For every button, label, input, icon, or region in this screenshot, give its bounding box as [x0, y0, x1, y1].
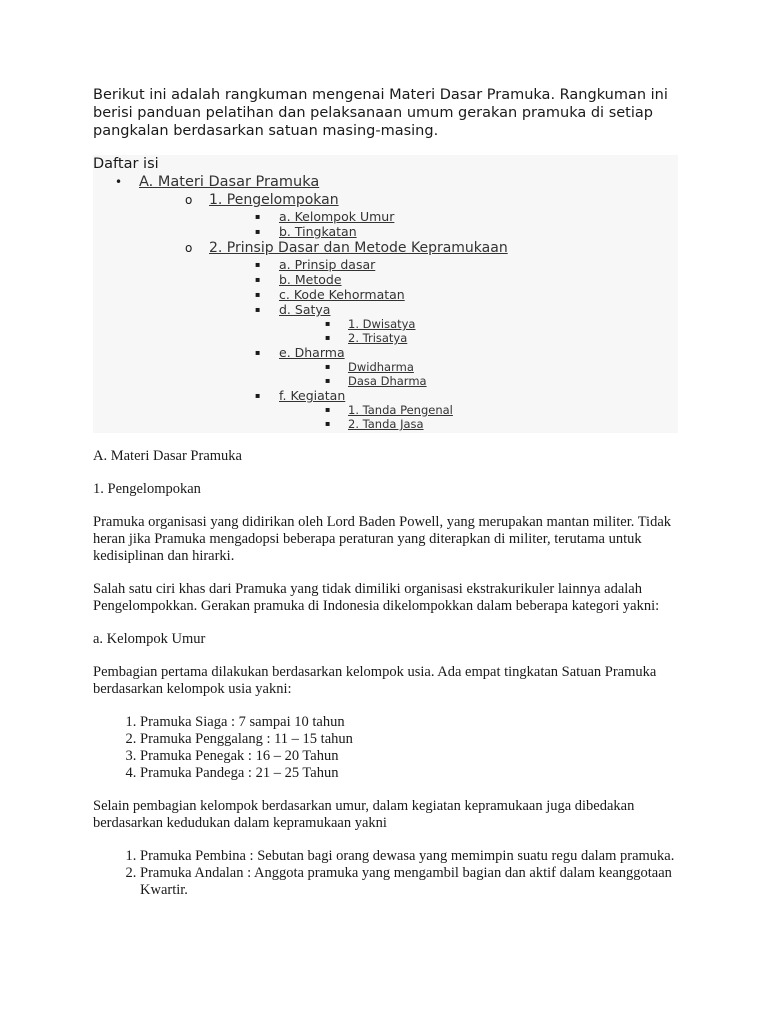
section-heading-a: A. Materi Dasar Pramuka: [93, 448, 242, 464]
list-item: 1. Pramuka Pembina : Sebutan bagi orang dewasa yang memimpin suatu regu dalam pramuka.: [140, 848, 678, 865]
section-heading-kelompok-umur: a. Kelompok Umur: [93, 631, 206, 647]
toc-link-kode-kehormatan[interactable]: c. Kode Kehormatan: [279, 287, 405, 302]
toc-item: [93, 287, 678, 302]
document-page: [93, 86, 678, 915]
toc-link-metode[interactable]: b. Metode: [279, 272, 342, 287]
list-item: 4. Pramuka Pandega : 21 – 25 Tahun: [140, 765, 678, 782]
bullet-square-icon: ▪: [325, 376, 331, 385]
toc-link-dwisatya[interactable]: 1. Dwisatya: [348, 317, 416, 331]
bullet-square-icon: ▪: [325, 362, 331, 371]
bullet-square-icon: ▪: [325, 405, 331, 414]
toc-item: [93, 173, 678, 191]
toc-item: [93, 257, 678, 272]
bullet-square-icon: ▪: [325, 333, 331, 342]
toc-item: [93, 374, 678, 388]
age-group-list: [93, 714, 678, 782]
paragraph: Salah satu ciri khas dari Pramuka yang tidak dimiliki organisasi ekstrakurikuler lainnya adalah Pengelompokkan. Gerakan pramuka di Indonesia dikelompokkan dalam beberapa kategori yakni:: [93, 581, 660, 614]
toc-list: [93, 173, 678, 431]
intro-paragraph: Berikut ini adalah rangkuman mengenai Materi Dasar Pramuka. Rangkuman ini berisi panduan pelatihan dan pelaksanaan umum gerakan pramuka di setiap pangkalan berdasarkan satuan masing-masing.: [93, 87, 668, 139]
toc-link-kelompok-umur[interactable]: a. Kelompok Umur: [279, 209, 395, 224]
bullet-square-icon: ▪: [255, 212, 261, 221]
toc-link-kegiatan[interactable]: f. Kegiatan: [279, 388, 346, 403]
toc-item: [93, 317, 678, 331]
toc-link-tanda-jasa[interactable]: 2. Tanda Jasa: [348, 417, 424, 431]
bullet-square-icon: ▪: [255, 227, 261, 236]
toc-item: [93, 239, 678, 257]
bullet-disc-icon: •: [115, 175, 123, 189]
toc-item: [93, 224, 678, 239]
toc-link-dharma[interactable]: e. Dharma: [279, 345, 345, 360]
toc-item: [93, 345, 678, 360]
bullet-square-icon: ▪: [255, 391, 261, 400]
bullet-square-icon: ▪: [255, 305, 261, 314]
toc-title: Daftar isi: [93, 156, 159, 172]
toc-item: [93, 403, 678, 417]
paragraph: Pembagian pertama dilakukan berdasarkan kelompok usia. Ada empat tingkatan Satuan Pramuka berdasarkan kelompok usia yakni:: [93, 664, 657, 697]
toc-link-satya[interactable]: d. Satya: [279, 302, 331, 317]
bullet-circle-icon: o: [185, 241, 193, 255]
paragraph: Pramuka organisasi yang didirikan oleh Lord Baden Powell, yang merupakan mantan militer. Tidak heran jika Pramuka mengadopsi beberapa peraturan yang diterapkan di militer, terutama untuk kedisiplinan dan hirarki.: [93, 514, 672, 564]
toc-link-tanda-pengenal[interactable]: 1. Tanda Pengenal: [348, 403, 453, 417]
role-list: [93, 848, 678, 899]
toc-item: [93, 331, 678, 345]
toc-item: [93, 417, 678, 431]
toc-item: [93, 209, 678, 224]
list-item: 3. Pramuka Penegak : 16 – 20 Tahun: [140, 748, 678, 765]
list-item: 2. Pramuka Andalan : Anggota pramuka yang mengambil bagian dan aktif dalam keanggotaan Kwartir.: [140, 865, 678, 899]
table-of-contents: [93, 155, 678, 433]
bullet-circle-icon: o: [185, 193, 193, 207]
toc-item: [93, 302, 678, 317]
toc-link-prinsip-dasar[interactable]: a. Prinsip dasar: [279, 257, 376, 272]
toc-item: [93, 272, 678, 287]
toc-link-trisatya[interactable]: 2. Trisatya: [348, 331, 408, 345]
bullet-square-icon: ▪: [255, 348, 261, 357]
toc-item: [93, 388, 678, 403]
toc-item: [93, 191, 678, 209]
toc-link-prinsip-dasar-metode[interactable]: 2. Prinsip Dasar dan Metode Kepramukaan: [209, 240, 508, 256]
document-body: [93, 448, 678, 899]
bullet-square-icon: ▪: [255, 275, 261, 284]
list-item: 1. Pramuka Siaga : 7 sampai 10 tahun: [140, 714, 678, 731]
list-item: 2. Pramuka Penggalang : 11 – 15 tahun: [140, 731, 678, 748]
toc-link-materi-dasar[interactable]: A. Materi Dasar Pramuka: [139, 174, 320, 190]
toc-link-dwidharma[interactable]: Dwidharma: [348, 360, 414, 374]
toc-item: [93, 360, 678, 374]
toc-link-pengelompokan[interactable]: 1. Pengelompokan: [209, 192, 339, 208]
bullet-square-icon: ▪: [255, 290, 261, 299]
paragraph: Selain pembagian kelompok berdasarkan umur, dalam kegiatan kepramukaan juga dibedakan berdasarkan kedudukan dalam kepramukaan yakni: [93, 798, 635, 831]
toc-link-tingkatan[interactable]: b. Tingkatan: [279, 224, 357, 239]
toc-link-dasa-dharma[interactable]: Dasa Dharma: [348, 374, 427, 388]
bullet-square-icon: ▪: [325, 419, 331, 428]
bullet-square-icon: ▪: [255, 260, 261, 269]
section-heading-1: 1. Pengelompokan: [93, 481, 201, 497]
bullet-square-icon: ▪: [325, 319, 331, 328]
